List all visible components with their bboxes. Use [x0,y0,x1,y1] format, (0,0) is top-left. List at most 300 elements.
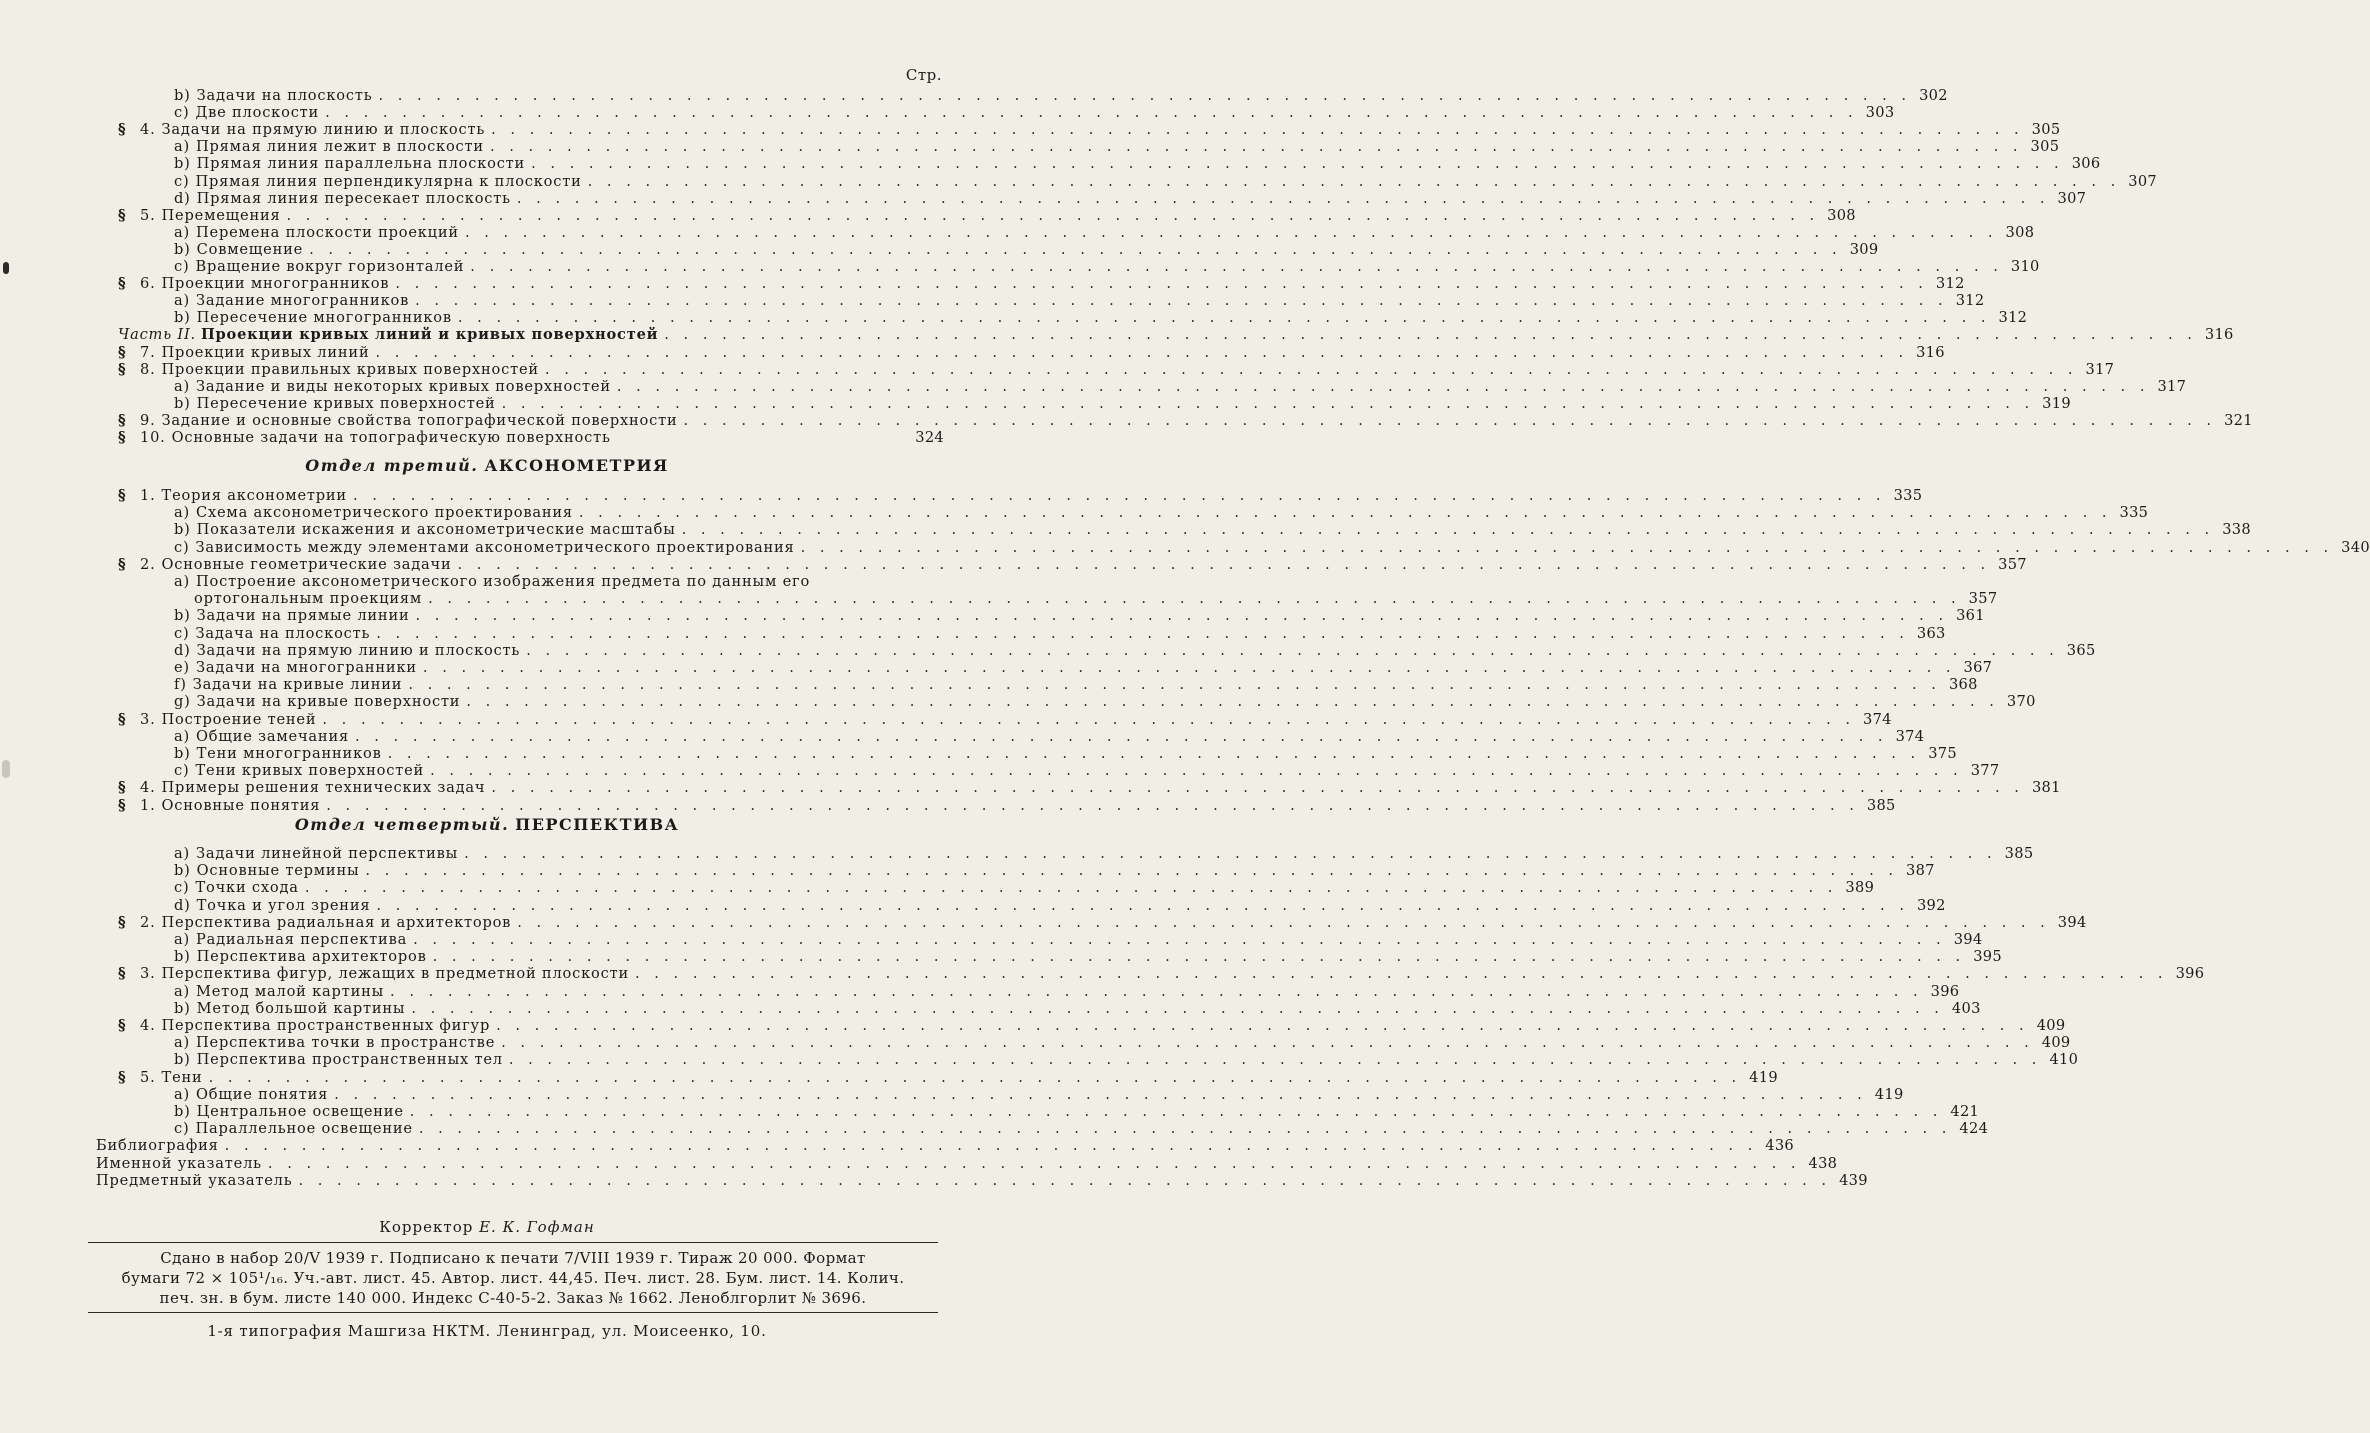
page-number: 303 [1865,104,1895,122]
toc-entry [194,590,1998,608]
toc-entry-label [174,504,573,522]
subsection-letter: a) [174,292,190,310]
leader-dots: . . . . . . . . . . . . . . . . . . . . . . . . . . . . . . . . . . . . . . . . . . . . . . . . . . . . . . . . . . . . . . . . . . . . . . . . . . . . . . . . [376,896,1909,914]
toc-entry [118,429,944,447]
toc-entry-label [174,625,370,643]
section-number: 1. [140,796,156,814]
subsection-letter: a) [174,845,190,862]
page-number: 377 [1970,762,2000,780]
leader-dots: . . . . . . . . . . . . . . . . . . . . . . . . . . . . . . . . . . . . . . . . . . . . . . . . . . . . . . . . . . . . . . . . . . . . . . . . . . . . . . . . [430,762,1963,780]
leader-dots: . . . . . . . . . . . . . . . . . . . . . . . . . . . . . . . . . . . . . . . . . . . . . . . . . . . . . . . . . . . . . . . . . . . . . . . . . . . . . . . . [501,394,2035,412]
leader-dots: . . . . . . . . . . . . . . . . . . . . . . . . . . . . . . . . . . . . . . . . . . . . . . . . . . . . . . . . . . . . . . . . . . . . . . . . . . . . . . . . [395,275,1928,293]
page-number: 317 [2085,360,2115,378]
toc-entry-title: Основные геометрические задачи [161,555,452,573]
imprint-line-3: печ. зн. в бум. листе 140 000. Индекс С-40-5-2. Заказ № 1662. Леноблгорлит № 3696. [159,1289,867,1307]
toc-entry-label [174,676,402,694]
toc-entry-label [174,573,810,591]
toc-entry-title: Прямая линия лежит в плоскости [196,138,484,156]
subsection-letter: a) [174,223,190,241]
leader-dots: . . . . . . . . . . . . . . . . . . . . . . . . . . . . . . . . . . . . . . . . . . . . . . . . . . . . . . . . . . . . . . . . . . . . . . . . . . . . . . . . [470,258,2003,275]
page-number: 308 [1827,206,1856,224]
toc-entry-label [174,693,460,711]
toc-entry [174,676,1978,694]
toc-entry [118,343,1945,362]
toc-entry-title: Пересечение кривых поверхностей [196,394,496,412]
page-number: 317 [2157,377,2187,395]
page-number: 385 [1866,796,1896,814]
leader-dots: . . . . . . . . . . . . . . . . . . . . . . . . . . . . . . . . . . . . . . . . . . . . . . . . . . . . . . . . . . . . . . . . . . . . . . . . . . . . . . . . [286,206,1820,224]
toc-entry-title: Задачи на многогранники [195,659,417,676]
toc-entry-label [174,983,384,1001]
page-number: 307 [2057,189,2087,207]
toc-entry [174,292,1985,310]
page-number: 375 [1928,745,1957,762]
corrector-name: Е. К. Гофман [479,1218,595,1236]
toc-entry-title: Перемена плоскости проекций [196,223,459,241]
toc-entry [174,309,2028,327]
printer-line: 1-я типография Машгиза НКТМ. Ленинград, ул. Моисеенко, 10. [207,1322,767,1340]
toc-entry-title: Прямая линия пересекает плоскость [196,189,511,207]
subsection-letter: c) [174,258,190,275]
toc-entry-title: Предметный указатель [96,1171,293,1189]
toc-entry-title: Задачи на прямые линии [196,607,410,625]
toc-entry-title: Точка и угол зрения [196,896,371,914]
toc-entry-title: Прямая линия перпендикулярна к плоскости [195,172,582,190]
toc-entry-title: Построение аксонометрического изображения предмета по данным его [196,573,811,590]
section-mark: § [118,779,127,797]
section-mark: § [118,343,127,361]
page-number: 316 [1916,343,1945,361]
toc-entry-label [194,590,422,608]
leader-dots: . . . . . . . . . . . . . . . . . . . . . . . . . . . . . . . . . . . . . . . . . . . . . . . . . . . . . . . . . . . . . . . . . . . . . . . . . . . . . . . . [415,292,1948,310]
toc-entry-title: Тени [161,1068,203,1086]
toc-entry-title: Параллельное освещение [195,1120,413,1138]
toc-entry [118,796,1896,815]
toc-entry [118,360,2115,379]
section-heading-perspective [0,815,974,834]
leader-dots: . . . . . . . . . . . . . . . . . . . . . . . . . . . . . . . . . . . . . . . . . . . . . . . . . . . . . . . . . . . . . . . . . . . . . . . . . . . . . . . . [800,538,2334,556]
toc-entry-label [118,914,511,932]
section-number: 2. [140,913,156,931]
subsection-letter: a) [174,1034,190,1052]
subsection-letter: g) [174,693,191,711]
page-number: 335 [2119,504,2149,522]
toc-entry-label [118,1069,203,1087]
page-number: 302 [1919,87,1948,104]
toc-entry-title: Метод большой картины [196,999,406,1017]
subsection-letter: c) [174,762,190,780]
subsection-letter: a) [174,1085,190,1103]
toc-entry-title: Точки схода [195,879,299,897]
page-number: 439 [1839,1171,1868,1189]
toc-entry-label [174,138,484,156]
toc-entry-label [174,659,417,677]
leader-dots: . . . . . . . . . . . . . . . . . . . . . . . . . . . . . . . . . . . . . . . . . . . . . . . . . . . . . . . . . . . . . . . . . . . . . . . . . . . . . . . . [409,1103,1943,1120]
toc-entry-label [174,897,370,915]
toc-entry [174,504,2149,522]
toc-entry-title: Задачи линейной перспективы [196,845,459,862]
subsection-letter: b) [174,1103,191,1120]
toc-entry [118,1017,2066,1035]
page-number: 335 [1893,487,1923,504]
toc-entry-title: Радиальная перспектива [196,931,408,948]
toc-entry [174,1103,1980,1121]
toc-entry-label [174,224,459,242]
toc-entry [174,258,2040,276]
page-number: 409 [2041,1034,2071,1052]
divider [88,1312,938,1313]
toc-entry-label [174,190,511,208]
page-number: 312 [1935,275,1965,293]
toc-entry [174,745,1957,763]
section-number: 1. [140,487,156,504]
page-number: 395 [1973,948,2002,966]
leader-dots: . . . . . . . . . . . . . . . . . . . . . . . . . . . . . . . . . . . . . . . . . . . . . . . . . . . . . . . . . . . . . . . . . . . . . . . . . . . . . . . . [208,1068,1742,1086]
page-number: 365 [2066,641,2096,659]
section-mark: § [118,275,127,293]
subsection-letter: b) [174,309,191,327]
toc-entry [174,659,1993,677]
corrector-line [0,1218,974,1236]
toc-entry-title: Перспектива пространственных тел [196,1051,503,1069]
toc-entry-label [118,326,658,344]
leader-dots: . . . . . . . . . . . . . . . . . . . . . . . . . . . . . . . . . . . . . . . . . . . . . . . . . . . . . . . . . . . . . . . . . . . . . . . . . . . . . . . . [413,931,1946,948]
subsection-letter: c) [174,172,190,190]
toc-entry-label [174,948,427,966]
toc-entry-title: Совмещение [196,240,304,258]
toc-entry [174,948,2002,966]
leader-dots: . . . . . . . . . . . . . . . . . . . . . . . . . . . . . . . . . . . . . . . . . . . . . . . . . . . . . . . . . . . . . . . . . . . . . . . . . . . . . . . . [325,104,1858,122]
subsection-letter: a) [174,138,190,156]
imprint-line-2: бумаги 72 × 105¹/₁₆. Уч.-авт. лист. 45. Автор. лист. 44,45. Печ. лист. 28. Бум. лист. 14. Колич. [121,1269,905,1287]
toc-entry-label [174,1051,503,1069]
toc-entry-label [174,539,795,557]
toc-entry [118,206,1856,225]
subsection-letter: a) [174,377,190,395]
toc-entry [118,965,2205,983]
page-number: 307 [2128,172,2157,190]
toc-entry [174,377,2187,396]
toc-entry [96,1171,1868,1190]
toc-entry-title: Перспектива пространственных фигур [161,1017,491,1034]
toc-entry-title: Тени кривых поверхностей [195,762,425,780]
corrector-label: Корректор [379,1218,474,1236]
page-number: 368 [1948,676,1978,694]
toc-entry [174,1034,2071,1052]
page-number: 305 [2031,121,2061,139]
toc-entry [174,693,2036,711]
section-mark: § [118,710,127,728]
section-heading-italic: Отдел третий. [305,456,479,475]
toc-entry-label [118,797,320,815]
leader-dots: . . . . . . . . . . . . . . . . . . . . . . . . . . . . . . . . . . . . . . . . . . . . . . . . . . . . . . . . . . . . . . . . . . . . . . . . . . . . . . . . [464,223,1998,241]
toc-entry-label [118,429,611,447]
toc-entry-label [174,155,525,173]
page-number: 312 [1998,309,2028,327]
page-number: 381 [2031,779,2061,797]
subsection-letter: a) [174,931,190,948]
toc-entry-title: Задача на плоскость [195,624,371,642]
toc-entry-title: Именной указатель [96,1154,262,1172]
page-number: 321 [2224,411,2253,429]
toc-entry [118,326,2234,344]
subsection-letter: b) [174,155,191,173]
toc-entry [174,172,2157,191]
subsection-letter: d) [174,189,191,207]
leader-dots: . . . . . . . . . . . . . . . . . . . . . . . . . . . . . . . . . . . . . . . . . . . . . . . . . . . . . . . . . . . . . . . . . . . . . . . . . . . . . . . . [304,879,1838,897]
section-number: 7. [140,343,156,361]
page-number: 403 [1951,999,1981,1017]
leader-dots: . . . . . . . . . . . . . . . . . . . . . . . . . . . . . . . . . . . . . . . . . . . . . . . . . . . . . . . . . . . . . . . . . . . . . . . . . . . . . . . . [681,521,2215,539]
subsection-letter: b) [174,999,191,1017]
print-smudge [2,760,10,778]
toc-entry [174,879,1875,897]
toc-entry [118,1068,1778,1087]
section-heading-caps: ПЕРСПЕКТИВА [515,815,680,834]
section-mark: § [118,1068,127,1086]
toc-entry-label [118,487,347,505]
toc-entry-title: ортогональным проекциям [194,590,423,608]
toc-entry-label [174,728,349,746]
toc-entry [174,1120,1989,1138]
toc-entry [118,121,2061,139]
section-mark: § [118,796,127,814]
page-number: 367 [1963,659,1993,676]
section-number: 8. [140,360,156,378]
page-number: 396 [1930,982,1960,1000]
section-number: 3. [140,710,156,728]
section-number: 3. [140,965,156,983]
leader-dots: . . . . . . . . . . . . . . . . . . . . . . . . . . . . . . . . . . . . . . . . . . . . . . . . . . . . . . . . . . . . . . . . . . . . . . . . . . . . . . . . [634,965,2168,983]
section-number: 4. [140,1017,156,1034]
toc-entry-title: Задачи на прямую линию и плоскость [196,641,521,659]
toc-entry-title: Задачи на прямую линию и плоскость [161,121,486,139]
toc-entry [174,845,2034,863]
section-number: 2. [140,555,156,573]
leader-dots: . . . . . . . . . . . . . . . . . . . . . . . . . . . . . . . . . . . . . . . . . . . . . . . . . . . . . . . . . . . . . . . . . . . . . . . . . . . . . . . . [322,710,1855,728]
section-number: 5. [140,206,156,224]
leader-dots: . . . . . . . . . . . . . . . . . . . . . . . . . . . . . . . . . . . . . . . . . . . . . . . . . . . . . . . . . . . . . . . . . . . . . . . . . . . . . . . . [683,411,2217,429]
toc-entry [174,155,2101,173]
page-number: 319 [2042,394,2071,412]
toc-entry-title: Две плоскости [195,104,320,122]
toc-entry-label [174,1120,413,1138]
subsection-letter: b) [174,87,191,104]
toc-entry [118,913,2087,932]
toc-entry [118,411,2253,430]
toc-entry [174,189,2087,208]
leader-dots: . . . . . . . . . . . . . . . . . . . . . . . . . . . . . . . . . . . . . . . . . . . . . . . . . . . . . . . . . . . . . . . . . . . . . . . . . . . . . . . . [491,779,2024,797]
toc-entry [174,641,2096,660]
page-number: 387 [1906,862,1935,880]
toc-entry-title: Пересечение многогранников [196,309,452,327]
leader-dots: . . . . . . . . . . . . . . . . . . . . . . . . . . . . . . . . . . . . . . . . . . . . . . . . . . . . . . . . . . . . . . . . . . . . . . . . . . . . . . . . [365,862,1898,880]
toc-entry-title: Перспектива радиальная и архитекторов [161,913,512,931]
leader-dots: . . . . . . . . . . . . . . . . . . . . . . . . . . . . . . . . . . . . . . . . . . . . . . . . . . . . . . . . . . . . . . . . . . . . . . . . . . . . . . . . [428,590,1961,608]
toc-entry-title: Построение теней [161,710,317,728]
subsection-letter: a) [174,573,190,590]
toc-entry-label [96,1172,292,1190]
toc-entry-title: Задание многогранников [196,292,410,310]
subsection-letter: a) [174,727,190,745]
toc-entry-title: Показатели искажения и аксонометрические масштабы [196,521,676,539]
toc-entry-label [174,521,676,539]
leader-dots: . . . . . . . . . . . . . . . . . . . . . . . . . . . . . . . . . . . . . . . . . . . . . . . . . . . . . . . . . . . . . . . . . . . . . . . . . . . . . . . . [587,172,2121,190]
section-heading-italic: Отдел четвертый. [294,815,510,834]
toc-entry [174,762,2000,780]
leader-dots: . . . . . . . . . . . . . . . . . . . . . . . . . . . . . . . . . . . . . . . . . . . . . . . . . . . . . . . . . . . . . . . . . . . . . . . . . . . . . . . . [390,982,1923,1000]
toc-entry-label [118,344,370,362]
leader-dots: . . . . . . . . . . . . . . . . . . . . . . . . . . . . . . . . . . . . . . . . . . . . . . . . . . . . . . . . . . . . . . . . . . . . . . . . . . . . . . . . [616,377,2150,395]
toc-entry-label [174,292,409,310]
page-number: 436 [1765,1137,1795,1155]
toc-entry [174,727,1925,746]
subsection-letter: c) [174,538,190,556]
page-number: 306 [2071,155,2101,173]
leader-dots: . . . . . . . . . . . . . . . . . . . . . . . . . . . . . . . . . . . . . . . . . . . . . . . . . . . . . . . . . . . . . . . . . . . . . . . . . . . . . . . . [415,607,1949,625]
subsection-letter: a) [174,504,190,522]
section-number: 4. [140,779,156,797]
page-number: 305 [2030,138,2060,156]
subsection-letter: b) [174,240,191,258]
toc-entry-title: Тени многогранников [196,745,382,762]
toc-entry [174,624,1946,643]
toc-entry [118,779,2061,797]
leader-dots: . . . . . . . . . . . . . . . . . . . . . . . . . . . . . . . . . . . . . . . . . . . . . . . . . . . . . . . . . . . . . . . . . . . . . . . . . . . . . . . . [466,693,1999,711]
leader-dots: . . . . . . . . . . . . . . . . . . . . . . . . . . . . . . . . . . . . . . . . . . . . . . . . . . . . . . . . . . . . . . . . . . . . . . . . . . . . . . . . [354,727,1888,745]
toc-entry-title: Схема аксонометрического проектирования [196,504,573,522]
section-mark: § [118,411,127,429]
page-number: 340 [2341,538,2370,556]
section-mark: § [118,965,127,983]
leader-dots: . . . . . . . . . . . . . . . . . . . . . . . . . . . . . . . . . . . . . . . . . . . . . . . . . . . . . . . . . . . . . . . . . . . . . . . . . . . . . . . . [544,360,2078,378]
toc-entry-label [174,879,299,897]
section-number: 6. [140,275,156,293]
section-heading-caps: АКСОНОМЕТРИЯ [484,456,669,475]
toc-entry-title: Проекции правильных кривых поверхностей [161,360,539,378]
section-number: 4. [140,121,156,139]
page-number: 389 [1845,879,1875,897]
toc-entry [174,394,2071,413]
leader-dots: . . . . . . . . . . . . . . . . . . . . . . . . . . . . . . . . . . . . . . . . . . . . . . . . . . . . . . . . . . . . . . . . . . . . . . . . . . . . . . . . [267,1154,1801,1172]
subsection-letter: b) [174,521,191,539]
page-number: 363 [1916,624,1946,642]
page-number: 392 [1916,896,1946,914]
section-heading-axonometry [0,456,974,475]
page-number: 419 [1749,1068,1778,1086]
toc-entry-title: Перспектива фигур, лежащих в предметной плоскости [161,965,629,983]
toc-entry [174,999,1981,1018]
toc-entry-label [118,1017,490,1035]
subsection-letter: b) [174,607,191,625]
leader-dots: . . . . . . . . . . . . . . . . . . . . . . . . . . . . . . . . . . . . . . . . . . . . . . . . . . . . . . . . . . . . . . . . . . . . . . . . . . . . . . . . [309,240,1842,258]
toc-entry [174,862,1935,880]
toc-entry [96,1137,1795,1155]
page-number: 374 [1862,710,1892,728]
page-number: 424 [1959,1120,1989,1138]
subsection-letter: e) [174,659,190,676]
page-number: 374 [1895,727,1925,745]
leader-dots: . . . . . . . . . . . . . . . . . . . . . . . . . . . . . . . . . . . . . . . . . . . . . . . . . . . . . . . . . . . . . . . . . . . . . . . . . . . . . . . . [376,624,1909,642]
page-number: 324 [915,429,944,446]
leader-dots: . . . . . . . . . . . . . . . . . . . . . . . . . . . . . . . . . . . . . . . . . . . . . . . . . . . . . . . . . . . . . . . . . . . . . . . . . . . . . . . . [298,1171,1832,1189]
toc-entry-title: Задание и основные свойства топографической поверхности [161,411,678,429]
toc-entry-title: Проекции кривых линий [161,343,370,361]
toc-entry [174,104,1895,122]
toc-entry-label [118,965,629,983]
leader-dots: . . . . . . . . . . . . . . . . . . . . . . . . . . . . . . . . . . . . . . . . . . . . . . . . . . . . . . . . . . . . . . . . . . . . . . . . . . . . . . . . [408,676,1941,694]
toc-entry-label [174,309,452,327]
toc-entry-label [174,862,359,880]
subsection-letter: b) [174,394,191,412]
subsection-letter: c) [174,624,190,642]
toc-entry [118,487,1923,505]
toc-entry-label [174,173,582,191]
page-number: 394 [2057,913,2087,931]
section-mark: § [118,1017,127,1034]
toc-entry [118,555,2027,574]
leader-dots: . . . . . . . . . . . . . . . . . . . . . . . . . . . . . . . . . . . . . . . . . . . . . . . . . . . . . . . . . . . . . . . . . . . . . . . . . . . . . . . . [516,189,2050,207]
leader-dots: . . . . . . . . . . . . . . . . . . . . . . . . . . . . . . . . . . . . . . . . . . . . . . . . . . . . . . . . . . . . . . . . . . . . . . . . . . . . . . . . [496,1017,2029,1034]
page-number: 357 [1968,590,1998,608]
toc-entry [118,275,1965,293]
toc-entry [174,931,1983,949]
section-mark: § [118,206,127,224]
toc-entry-title: Прямая линия параллельна плоскости [196,155,526,173]
toc-entry-title: Основные понятия [161,796,321,814]
page-number: 394 [1953,931,1983,948]
toc-entry-label [174,642,520,660]
toc-entry-title: Проекции кривых линий и кривых поверхностей [200,326,659,344]
toc-entry-label [174,378,611,396]
toc-entry-title: Примеры решения технических задач [161,779,486,797]
section-mark: § [118,555,127,573]
leader-dots: . . . . . . . . . . . . . . . . . . . . . . . . . . . . . . . . . . . . . . . . . . . . . . . . . . . . . . . . . . . . . . . . . . . . . . . . . . . . . . . . [489,138,2023,156]
leader-dots: . . . . . . . . . . . . . . . . . . . . . . . . . . . . . . . . . . . . . . . . . . . . . . . . . . . . . . . . . . . . . . . . . . . . . . . . . . . . . . . . [457,555,1991,573]
toc-entry-label [174,1103,404,1121]
toc-entry [174,1051,2079,1069]
toc-entry [174,87,1948,105]
toc-entry-title: Перспектива точки в пространстве [196,1034,496,1052]
toc-entry [174,573,944,591]
toc-entry-title: Проекции многогранников [161,275,390,293]
page-number: 361 [1956,607,1985,625]
subsection-letter: a) [174,982,190,1000]
toc-entry-title: Зависимость между элементами аксонометрического проектирования [195,538,795,556]
toc-entry-label [96,1137,219,1155]
toc-entry-label [118,121,485,139]
toc-entry-label [174,745,382,763]
page-number: 357 [1998,555,2027,573]
page-number: 310 [2010,258,2040,275]
toc-entry-title: Задачи на кривые поверхности [196,693,461,711]
toc-entry-label [118,207,281,225]
leader-dots: . . . . . . . . . . . . . . . . . . . . . . . . . . . . . . . . . . . . . . . . . . . . . . . . . . . . . . . . . . . . . . . . . . . . . . . . . . . . . . . . [501,1034,2034,1052]
section-mark: § [118,121,127,139]
leader-dots: . . . . . . . . . . . . . . . . . . . . . . . . . . . . . . . . . . . . . . . . . . . . . . . . . . . . . . . . . . . . . . . . . . . . . . . . . . . . . . . . [334,1085,1867,1103]
toc-entry-label [174,1034,495,1052]
subsection-letter: f) [174,676,187,694]
print-smudge [3,262,9,274]
toc-entry-label [174,1086,328,1104]
subsection-letter: c) [174,879,190,897]
subsection-letter: d) [174,641,191,659]
section-mark: § [118,429,127,446]
divider [88,1242,938,1243]
leader-dots: . . . . . . . . . . . . . . . . . . . . . . . . . . . . . . . . . . . . . . . . . . . . . . . . . . . . . . . . . . . . . . . . . . . . . . . . . . . . . . . . [464,845,1997,862]
page-number: 370 [2006,693,2036,711]
page-number: 308 [2005,223,2035,241]
